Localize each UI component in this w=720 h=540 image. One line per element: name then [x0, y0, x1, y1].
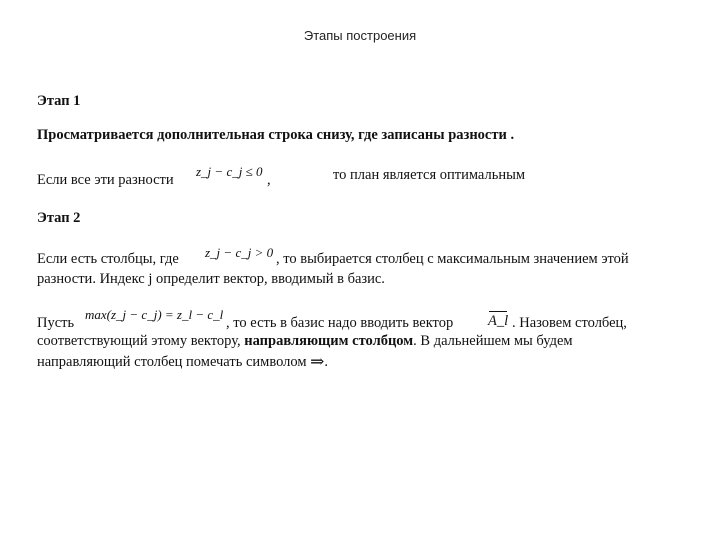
stage2-p2-vector-wrap	[488, 313, 508, 330]
stage2-p2-line2-bold: направляющим столбцом	[244, 333, 414, 349]
stage1-heading: Этап 1	[37, 93, 81, 109]
stage1-line1-suffix: то план является оптимальным	[333, 167, 526, 183]
stage1-comma: ,	[267, 172, 271, 188]
stage2-line2: разности. Индекс j определит вектор, вводимый в базис.	[37, 271, 385, 287]
stage2-p2-mid: , то есть в базис надо вводить вектор	[226, 315, 454, 331]
stage1-formula: z_j − c_j ≤ 0	[196, 164, 263, 179]
stage2-formula: z_j − c_j > 0	[205, 245, 274, 260]
stage1-line1-prefix: Если все эти разности	[37, 172, 174, 188]
double-arrow-icon: ⇒	[310, 352, 325, 371]
stage2-p2-prefix: Пусть	[37, 315, 75, 331]
stage2-p2-suffix: . Назовем столбец,	[512, 315, 627, 331]
vector-a-l: A_l	[488, 313, 509, 329]
stage2-p2-line3-prefix: направляющий столбец помечать символом	[37, 354, 307, 370]
stage2-p2-formula: max(z_j − c_j) = z_l − c_l	[85, 307, 224, 322]
stage2-p2-line2-prefix: соответствующий этому вектору,	[37, 333, 241, 349]
stage2-p2-line3-suffix: .	[324, 354, 329, 370]
stage2-p2-line3	[37, 352, 328, 372]
page-title: Этапы построения	[303, 28, 417, 43]
stage2-line1-prefix: Если есть столбцы, где	[37, 251, 179, 267]
stage2-line1-suffix: , то выбирается столбец с максимальным значением этой	[276, 251, 629, 267]
stage1-bold-line: Просматривается дополнительная строка снизу, где записаны разности .	[37, 127, 515, 143]
stage2-p2-line2	[37, 333, 573, 350]
stage2-p2-line2-suffix: . В дальнейшем мы будем	[413, 333, 573, 349]
stage2-heading: Этап 2	[37, 210, 81, 226]
